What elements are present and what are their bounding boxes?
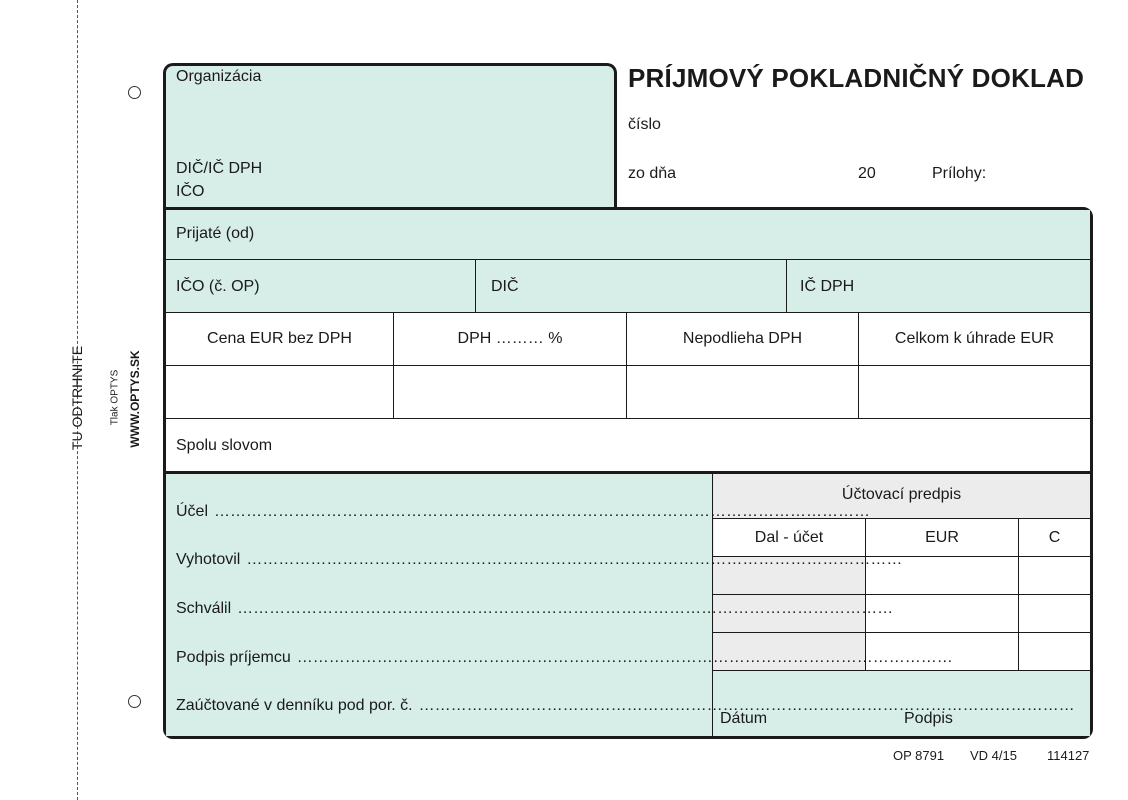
recipient-sign-row <box>176 649 953 667</box>
purpose-row <box>176 503 871 521</box>
rule-received-bottom <box>166 259 1090 260</box>
issued-row <box>176 551 903 569</box>
rule-acc-row1-bottom <box>713 594 1090 595</box>
rule-ico-dic <box>475 259 476 312</box>
journal-label: Zaúčtované v denníku pod por. č. <box>176 697 413 714</box>
rule-acc-row2-bottom <box>713 632 1090 633</box>
received-ico-label: IČO (č. OP) <box>176 278 260 295</box>
punch-hole-bottom <box>128 695 141 708</box>
amount-header-exempt: Nepodlieha DPH <box>682 330 803 347</box>
year-prefix: 20 <box>858 165 876 182</box>
print-label: Tlak OPTYS <box>109 369 121 426</box>
footer-code-2: VD 4/15 <box>970 748 1017 763</box>
number-label: číslo <box>628 116 661 133</box>
received-dic-label: DIČ <box>491 278 519 295</box>
amount-price-field[interactable] <box>166 366 393 418</box>
received-from-label: Prijaté (od) <box>176 225 255 242</box>
recipient-sign-dots[interactable]: …………………………………………………………………………………………………………… <box>296 649 953 666</box>
organization-label: Organizácia <box>176 68 262 85</box>
accounting-date-label: Dátum <box>720 710 768 727</box>
accounting-col-account: Dal - účet <box>754 528 824 546</box>
amount-vat-field[interactable] <box>394 366 626 418</box>
print-url: WWW.OPTYS.SK <box>128 350 142 448</box>
accounting-title: Účtovací predpis <box>841 486 962 503</box>
journal-dots[interactable]: …………………………………………………………………………………………………………… <box>418 697 1075 714</box>
amount-header-total: Celkom k úhrade EUR <box>894 330 1055 347</box>
purpose-label: Účel <box>176 503 209 520</box>
purpose-dots[interactable]: …………………………………………………………………………………………………………… <box>214 503 871 520</box>
accounting-sign-label: Podpis <box>904 710 953 727</box>
journal-row <box>176 697 1075 715</box>
rule-amount-values-bottom <box>166 418 1090 419</box>
amount-total-field[interactable] <box>859 366 1090 418</box>
accounting-col-c: C <box>1048 528 1061 546</box>
received-icdph-label: IČ DPH <box>800 278 855 295</box>
date-label: zo dňa <box>628 165 677 182</box>
issued-dots[interactable]: …………………………………………………………………………………………………………… <box>246 551 903 568</box>
attachments-label: Prílohy: <box>932 165 987 182</box>
amount-exempt-field[interactable] <box>627 366 858 418</box>
punch-hole-top <box>128 86 141 99</box>
rule-acc-row3-bottom <box>713 670 1090 671</box>
received-section <box>166 210 1090 312</box>
amount-header-vat: DPH ……… % <box>457 330 563 347</box>
issued-label: Vyhotovil <box>176 551 241 568</box>
amount-header-price: Cena EUR bez DPH <box>207 330 352 347</box>
document-title: PRÍJMOVÝ POKLADNIČNÝ DOKLAD <box>628 63 1085 93</box>
footer-code-1: OP 8791 <box>893 748 945 763</box>
organization-ico-label: IČO <box>176 183 205 200</box>
tear-label: TU ODTRHNITE <box>69 345 85 451</box>
recipient-sign-label: Podpis príjemcu <box>176 649 291 666</box>
rule-dic-icdph <box>786 259 787 312</box>
approved-dots[interactable]: …………………………………………………………………………………………………………… <box>237 600 894 617</box>
approved-row <box>176 600 894 618</box>
organization-dic-label: DIČ/IČ DPH <box>176 160 263 177</box>
footer-code-3: 114127 <box>1047 748 1090 763</box>
accounting-col-eur: EUR <box>925 528 959 546</box>
amount-in-words-label: Spolu slovom <box>176 437 273 454</box>
approved-label: Schválil <box>176 600 232 617</box>
